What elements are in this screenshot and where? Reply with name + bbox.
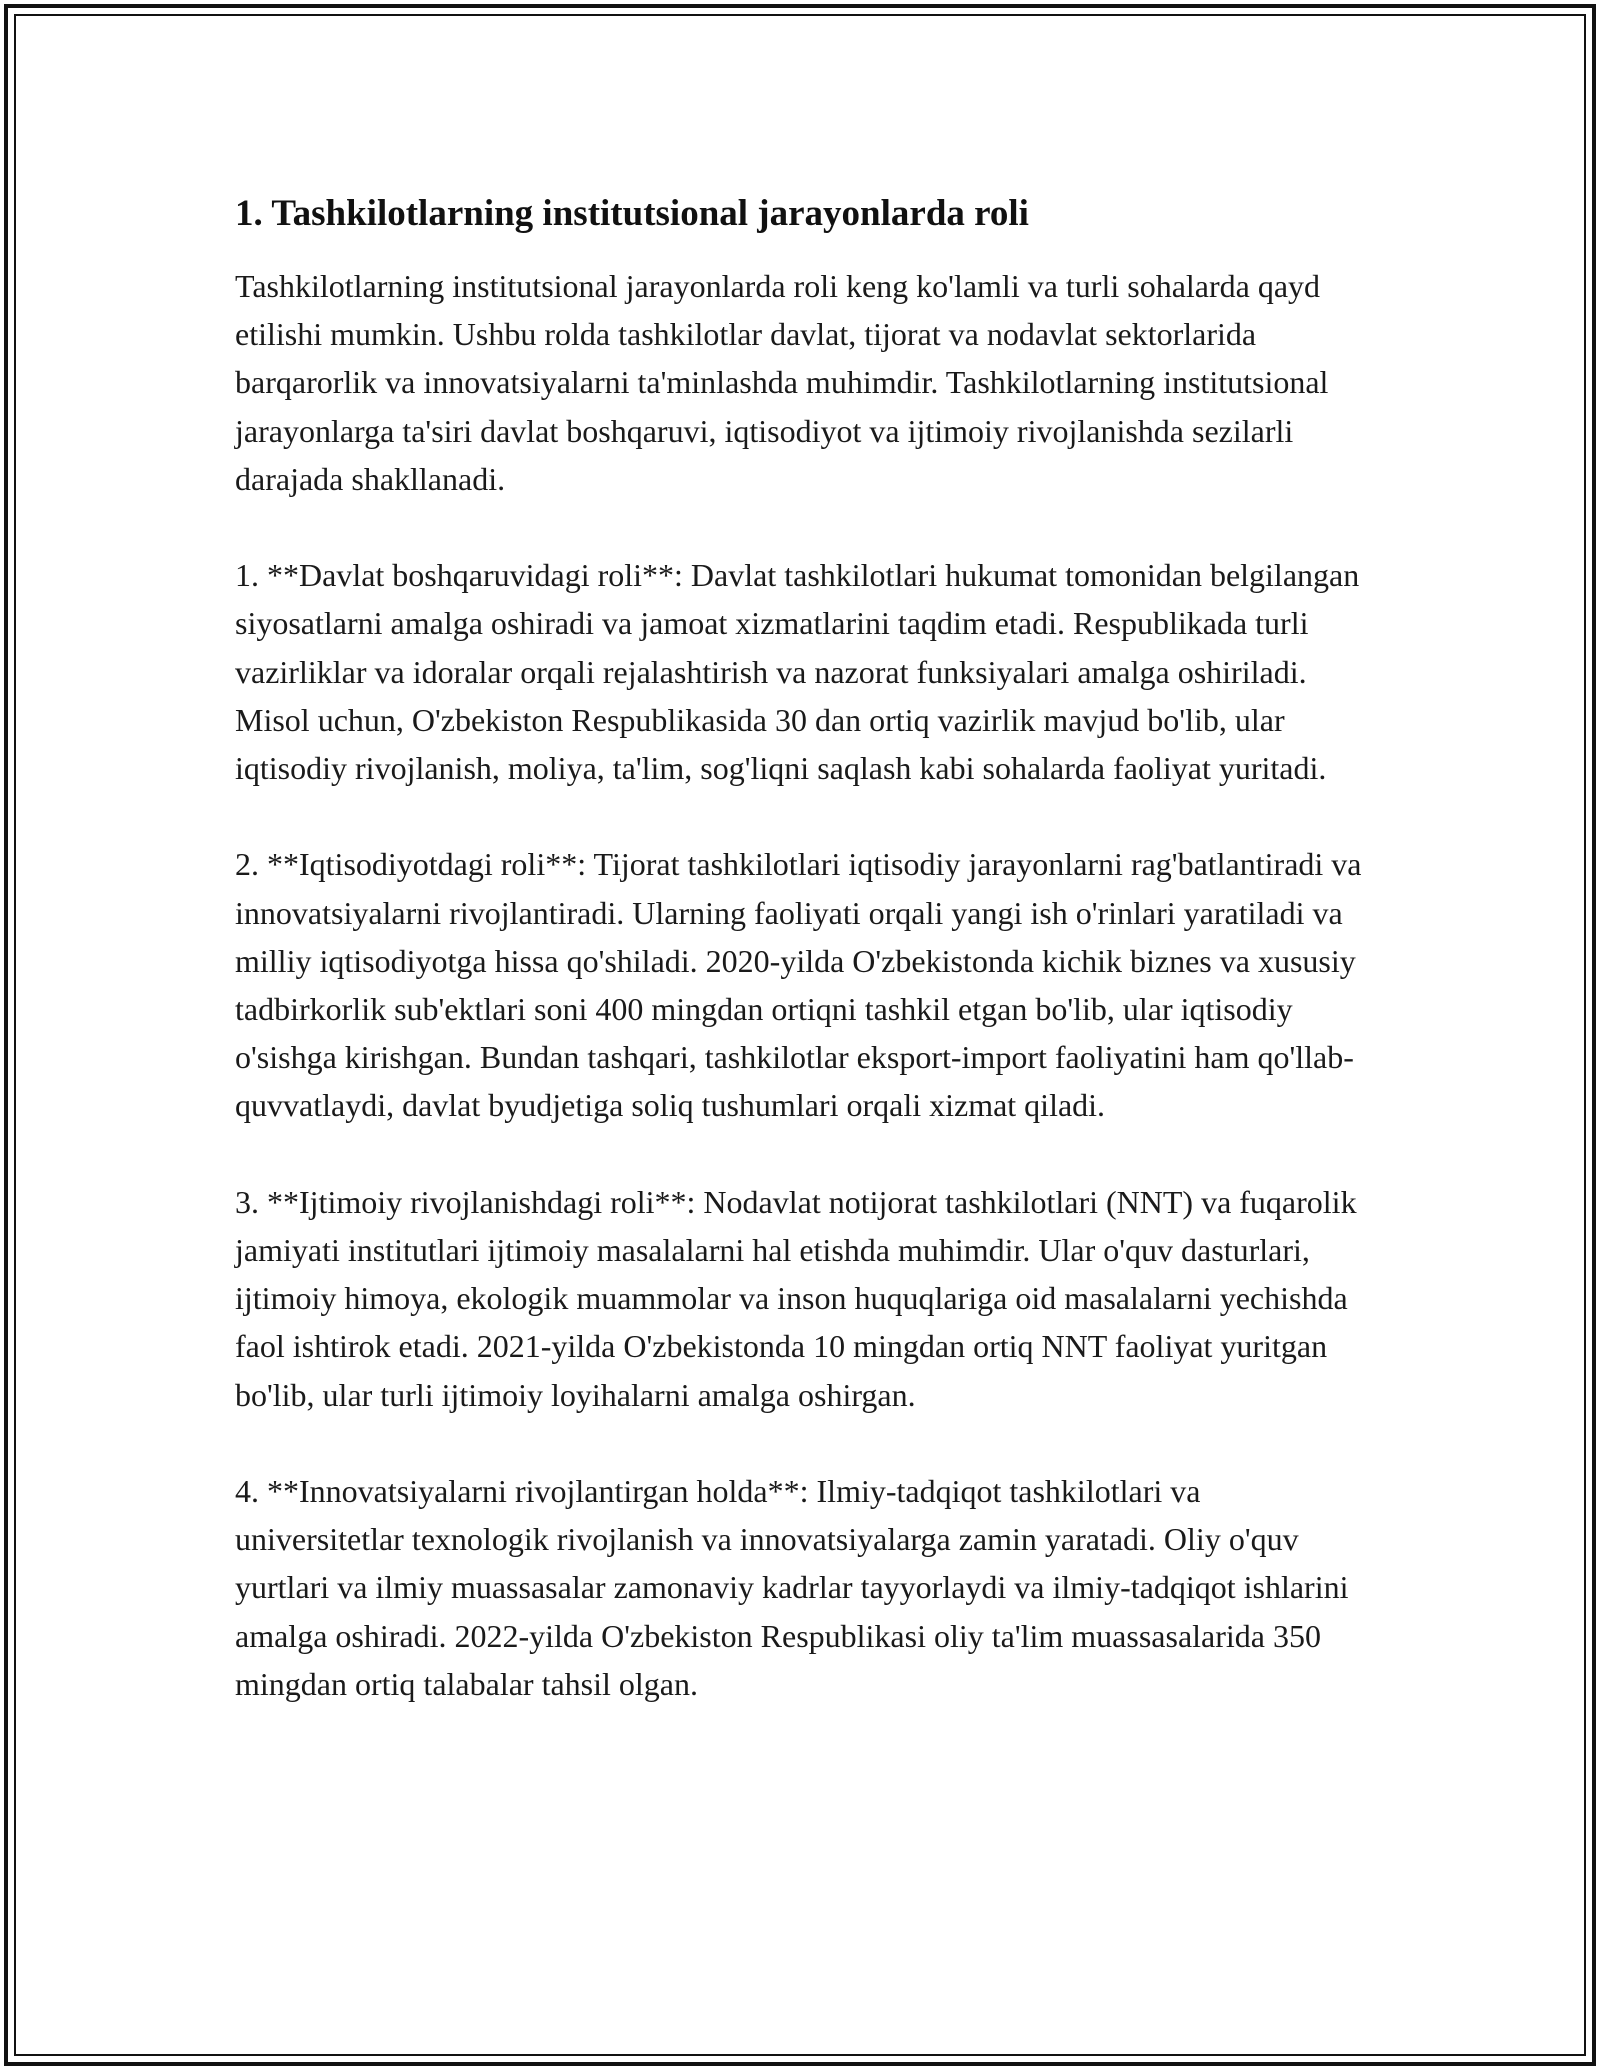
paragraph-economy-role: 2. **Iqtisodiyotdagi roli**: Tijorat tashkilotlari iqtisodiy jarayonlarni rag'batlantiradi va innovatsiyalarni rivojlantiradi. Ularning faoliyati orqali yangi ish o'rinlari yaratiladi va milliy iqtisodiyotga hissa qo'shiladi. 2020-yilda O'zbekistonda kichik biznes va xususiy tadbirkorlik sub'ektlari soni 400 mingdan ortiqni tashkil etgan bo'lib, ular iqtisodiy o'sishga kirishgan. Bundan tashqari, tashkilotlar eksport-import faoliyatini ham qo'llab-quvvatlaydi, davlat byudjetiga soliq tushumlari orqali xizmat qiladi.	[235, 846, 1362, 1124]
document-body	[235, 188, 1375, 1708]
section-title: 1. Tashkilotlarning institutsional jarayonlarda roli	[235, 193, 1029, 234]
intro-paragraph: Tashkilotlarning institutsional jarayonlarda roli keng ko'lamli va turli sohalarda qayd etilishi mumkin. Ushbu rolda tashkilotlar davlat, tijorat va nodavlat sektorlarida barqarorlik va innovatsiyalarni ta'minlashda muhimdir. Tashkilotlarning institutsional jarayonlarga ta'siri davlat boshqaruvi, iqtisodiyot va ijtimoiy rivojlanishda sezilarli darajada shakllanadi.	[235, 268, 1329, 497]
paragraph-social-role: 3. **Ijtimoiy rivojlanishdagi roli**: Nodavlat notijorat tashkilotlari (NNT) va fuqarolik jamiyati institutlari ijtimoiy masalalarni hal etishda muhimdir. Ular o'quv dasturlari, ijtimoiy himoya, ekologik muammolar va inson huquqlariga oid masalalarni yechishda faol ishtirok etadi. 2021-yilda O'zbekistonda 10 mingdan ortiq NNT faoliyat yuritgan bo'lib, ular turli ijtimoiy loyihalarni amalga oshirgan.	[235, 1183, 1357, 1413]
paragraph-government-role: 1. **Davlat boshqaruvidagi roli**: Davlat tashkilotlari hukumat tomonidan belgilangan siyosatlarni amalga oshiradi va jamoat xizmatlarini taqdim etadi. Respublikada turli vazirliklar va idoralar orqali rejalashtirish va nazorat funksiyalari amalga oshiriladi. Misol uchun, O'zbekiston Respublikasida 30 dan ortiq vazirlik mavjud bo'lib, ular iqtisodiy rivojlanish, moliya, ta'lim, sog'liqni saqlash kabi sohalarda faoliyat yuritadi.	[235, 557, 1360, 787]
paragraph-innovation-role: 4. **Innovatsiyalarni rivojlantirgan holda**: Ilmiy-tadqiqot tashkilotlari va universitetlar texnologik rivojlanish va innovatsiyalarga zamin yaratadi. Oliy o'quv yurtlari va ilmiy muassasalar zamonaviy kadrlar tayyorlaydi va ilmiy-tadqiqot ishlarini amalga oshiradi. 2022-yilda O'zbekiston Respublikasi oliy ta'lim muassasalarida 350 mingdan ortiq talabalar tahsil olgan.	[235, 1473, 1349, 1702]
